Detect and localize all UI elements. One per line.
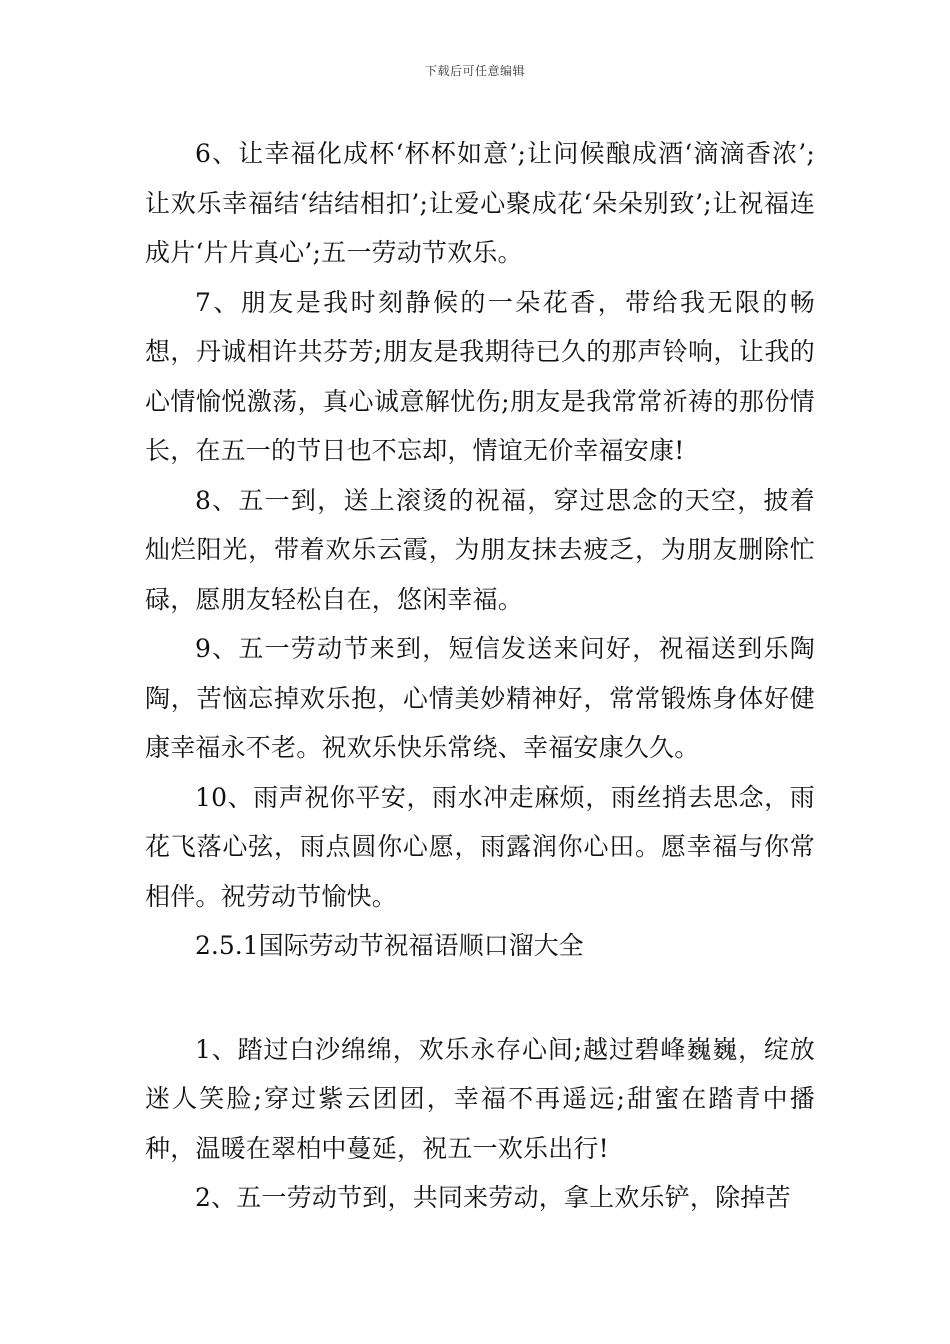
paragraph-2: 2、五一劳动节到，共同来劳动，拿上欢乐铲，除掉苦 [195,1183,791,1212]
paragraph-10: 10、雨声祝你平安，雨水冲走麻烦，雨丝捎去思念，雨花飞落心弦，雨点圆你心愿，雨露润你心田。愿幸福与你常相伴。祝劳动节愉快。 [145,782,815,911]
paragraph-9: 9、五一劳动节来到，短信发送来问好，祝福送到乐陶陶，苦恼忘掉欢乐抱，心情美妙精神好，常常锻炼身体好健康幸福永不老。祝欢乐快乐常绕、幸福安康久久。 [145,634,815,762]
section-heading: 2.5.1国际劳动节祝福语顺口溜大全 [195,931,584,960]
paragraph-6: 6、让幸福化成杯‘杯杯如意’;让问候酿成酒‘滴滴香浓’;让欢乐幸福结‘结结相扣’;让爱心聚成花‘朵朵别致’;让祝福连成片‘片片真心’;五一劳动节欢乐。 [145,139,815,267]
section-spacer [145,971,815,1025]
paragraph-8: 8、五一到，送上滚烫的祝福，穿过思念的天空，披着灿烂阳光，带着欢乐云霞，为朋友抹去疲乏，为朋友删除忙碌，愿朋友轻松自在，悠闲幸福。 [145,485,815,614]
page-header: 下载后可任意编辑 [424,64,525,78]
paragraph-7: 7、朋友是我时刻静候的一朵花香，带给我无限的畅想，丹诚相许共芬芳;朋友是我期待已久的那声铃响，让我的心情愉悦激荡，真心诚意解忧伤;朋友是我常常祈祷的那份情长，在五一的节日也不忘却，情谊无价幸福安康! [145,287,815,465]
paragraph-1: 1、踏过白沙绵绵，欢乐永存心间;越过碧峰巍巍，绽放迷人笑脸;穿过紫云团团，幸福不再遥远;甜蜜在踏青中播种，温暖在翠柏中蔓延，祝五一欢乐出行! [145,1034,815,1163]
document-body [145,129,815,1223]
